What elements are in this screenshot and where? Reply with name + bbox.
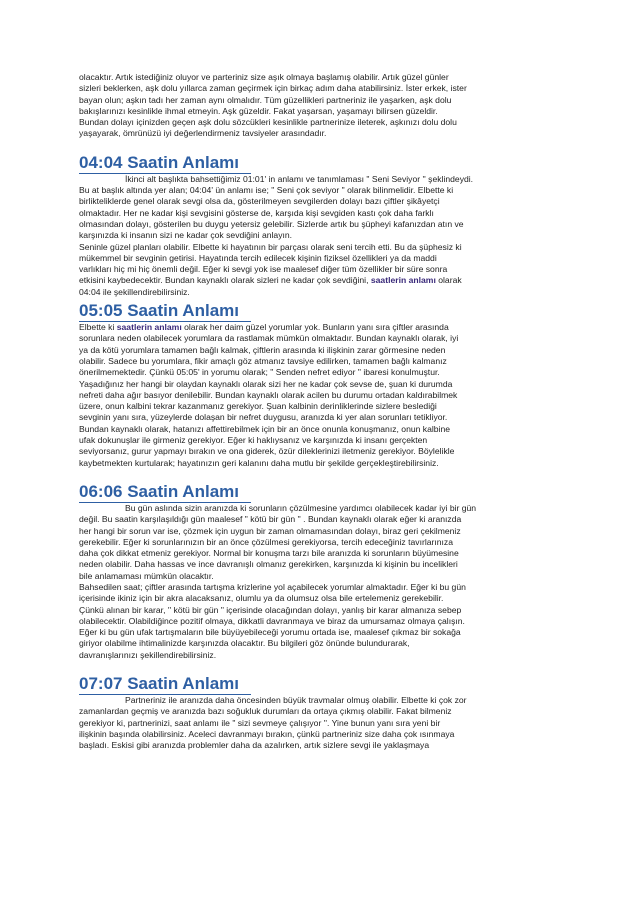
text-line: karşınızda ki insanın sizi ne kadar çok sevdiğini anlayın. bbox=[79, 230, 293, 241]
text-line: daha çok dikkat etmeniz gerekiyor. Normal bir konuşma tarzı bile aranızda ki sorunların büyümesine bbox=[79, 548, 459, 559]
text-line: olmasından dolayı, gösterilen bu duygu yetersiz gelebilir. Sizlerde artık bu şüpheyi kafanızdan atın ve bbox=[79, 218, 464, 229]
text-line: sorunlara neden olabilecek yorumlara da rastlamak mümkün olmaktadır. Bundan kaynaklı olarak, iyi bbox=[79, 333, 459, 344]
text-line: Bundan kaynaklı olarak, hatanızı affettirebilmek için bir an önce onunla konuşmanız, onun kalbine bbox=[79, 423, 451, 434]
text-line: giriyor olabilme ihtimalinizde karşınızda olacaktır. Bu bilgileri göz önünde bulundurarak, bbox=[79, 638, 410, 649]
text-line: sevginin yanı sıra, yüzeylerde dolaşan bir nefret duygusu, aranızda ki yer alan sorunları tetikliyor. bbox=[79, 412, 448, 423]
text-line: bakışlarınızı kesinlikle ihmal etmeyin. Aşk güzeldir. Fakat yaşarsan, yaşamayı bilirsen güzeldir. bbox=[79, 105, 438, 116]
text-fragment: olarak bbox=[438, 275, 462, 286]
text-line: Bu gün aslında sizin aranızda ki sorunların çözülmesine yardımcı olabilecek kadar iyi bir gün bbox=[125, 502, 477, 513]
intro-paragraph bbox=[79, 72, 562, 140]
text-line: mükemmel bir sevginin getirisi. Hayatında tercih edilecek kişinin fiziksel özellikleri ya da maddi bbox=[79, 252, 437, 263]
section-body bbox=[79, 503, 562, 661]
text-line: davranışlarınızı şekillendirebilirsiniz. bbox=[79, 649, 217, 660]
keyword-link[interactable]: saatlerin anlamı bbox=[116, 322, 182, 333]
text-line: olabilecektir. Olabildiğince pozitif olmaya, dikkatli davranmaya ve biraz da umursamaz olmaya çalışın. bbox=[79, 615, 465, 626]
text-line: ya da kötü yorumlara tamamen bağlı kalmak, çiftlerin arasında ki ilişkinin zarar görmesine neden bbox=[79, 344, 446, 355]
text-line: sizleri beklerken, aşk dolu yıllarca zaman geçirmek için birkaç adım daha atabilirsiniz. İster erkek, ister bbox=[79, 83, 467, 94]
text-line bbox=[79, 322, 562, 333]
text-line: Yaşadığınız her hangi bir olaydan kaynaklı olarak sizi her ne kadar çok sevse de, şuan ki durumda bbox=[79, 378, 453, 389]
text-line: nefreti daha ağır basıyor denilebilir. Bundan kaynaklı olarak acilen bu durumu ortadan kaldırabilmek bbox=[79, 389, 458, 400]
text-line: bile anlamaması mümkün olacaktır. bbox=[79, 570, 214, 581]
text-line: Seninle güzel planları olabilir. Elbette ki hayatının bir parçası olarak seni tercih etti. Bu da şüphesiz ki bbox=[79, 241, 462, 252]
section-heading: 04:04 Saatin Anlamı bbox=[79, 153, 251, 174]
text-line: Çünkü alınan bir karar, '' kötü bir gün " içerisinde olacağından dolayı, yanlış bir karar almanıza sebep bbox=[79, 604, 462, 615]
keyword-link[interactable]: saatlerin anlamı bbox=[370, 275, 436, 286]
text-fragment: olarak her daim güzel yorumlar yok. Bunların yanı sıra çiftler arasında bbox=[184, 322, 449, 333]
text-line: Bundan dolayı içinizden geçen aşk dolu sözcükleri kesinlikle partnerinize ileterek, aşkınızı dolu dolu bbox=[79, 117, 457, 128]
text-line bbox=[79, 275, 562, 286]
text-line: ufak dokunuşlar ile girmeniz gerekiyor. Eğer ki haklıysanız ve karşınızda ki insanı gerçekten bbox=[79, 435, 428, 446]
section-heading: 05:05 Saatin Anlamı bbox=[79, 301, 251, 322]
section-heading: 07:07 Saatin Anlamı bbox=[79, 674, 251, 695]
text-line: zamanlardan geçmiş ve aranızda bazı soğukluk durumları da ortaya çıkmış olabilir. Fakat bilmeniz bbox=[79, 706, 452, 717]
section-heading: 06:06 Saatin Anlamı bbox=[79, 482, 251, 503]
text-line: her hangi bir sorun var ise, çözmek için uygun bir zaman olmamasından dolayı, biraz geri çekilmeniz bbox=[79, 525, 461, 536]
text-line: seviyorsanız, gurur yapmayı bırakın ve ona giderek, özür dileklerinizi iletmeniz gerekiyor. Böylelikle bbox=[79, 446, 455, 457]
text-line: değil. Bu saatin karşılaşıldığı gün maalesef " kötü bir gün '' . Bundan kaynaklı olarak eğer ki aranızda bbox=[79, 514, 462, 525]
text-line: İkinci alt başlıkta bahsettiğimiz 01:01' in anlamı ve tanımlaması " Seni Seviyor '' şeklindeydi. bbox=[125, 173, 474, 184]
text-line: varlıkları hiç mi hiç önemli değil. Eğer ki sevgi yok ise maalesef diğer tüm özellikler bir süre sonra bbox=[79, 264, 448, 275]
text-line: Eğer ki bu gün ufak tartışmaların bile büyüyebileceği yorumu ortada ise, maalesef çıkmaz bir sokağa bbox=[79, 627, 461, 638]
text-line: içerisinde ikiniz için bir akra alacaksanız, olumlu ya da olumsuz olsa bile ertelemeniz gerekebilir. bbox=[79, 593, 444, 604]
text-line: Partneriniz ile aranızda daha öncesinden büyük travmalar olmuş olabilir. Elbette ki çok zor bbox=[125, 695, 467, 706]
text-line: neden olabilir. Daha hassas ve ince davranışlı olmanız gerekirken, karşınızda ki kişinin bu incelikleri bbox=[79, 559, 458, 570]
text-line: gerekebilir. Eğer ki sorunlarınızın bir an önce çözülmesi gerekiyorsa, tercih edeceğiniz tavırlarınıza bbox=[79, 536, 454, 547]
text-line: başladı. Eskisi gibi aranızda problemler daha da azalırken, artık sizlere sevgi ile yaklaşmaya bbox=[79, 740, 430, 751]
text-line: Bahsedilen saat; çiftler arasında tartışma krizlerine yol açabilecek yorumlar almaktadır. Eğer ki bu gün bbox=[79, 581, 466, 592]
text-line: üzere, onun kalbini tekrar kazanmanız gerekiyor. Şuan kalbinin derinliklerinde sizlere beslediği bbox=[79, 401, 437, 412]
document-page bbox=[79, 72, 562, 752]
text-fragment: Elbette ki bbox=[79, 322, 115, 333]
text-line: birlikteliklerde genel olarak sevgi olsa da, gösterilmeyen sevgilerden dolayı bazı çiftler şikâyetçi bbox=[79, 196, 440, 207]
text-line: olmaktadır. Her ne kadar kişi sevgisini gösterse de, karşıda kişi sevgiden kastı çok daha farklı bbox=[79, 207, 434, 218]
section-body bbox=[79, 695, 562, 751]
text-line: olabilir. Sadece bu yorumlara, fikir amaçlı göz atmanız tavsiye edilirken, tamamen bağlı kalmanız bbox=[79, 355, 447, 366]
text-line: ilişkinin başında olabilirsiniz. Aceleci davranmayı bırakın, çünkü partneriniz size daha çok ısınmaya bbox=[79, 728, 455, 739]
text-line: yaşayarak, ömrünüzü iyi değerlendirmeniz tavsiyeler arasındadır. bbox=[79, 128, 327, 139]
text-line: olacaktır. Artık istediğiniz oluyor ve parteriniz size aşık olmaya başlamış olabilir. Artık güzel günler bbox=[79, 72, 449, 82]
section-body bbox=[79, 174, 562, 298]
text-line: önerilmemektedir. Çünkü 05:05' in yorumu olarak; " Senden nefret ediyor " ibaresi konulmuştur. bbox=[79, 367, 440, 378]
text-line: gerekiyor ki, partnerinizi, saat anlamı ile " sizi sevmeye çalışıyor ''. Yine bunun yanı sıra yeni bir bbox=[79, 717, 441, 728]
section-body bbox=[79, 322, 562, 469]
text-fragment: etkisini kaybedecektir. Bundan kaynaklı olarak sizleri ne kadar çok sevdiğini, bbox=[79, 275, 369, 286]
text-line: Bu at başlık altında yer alan; 04:04' ün anlamı ise; " Seni çok seviyor " olarak bilinmelidir. Elbette ki bbox=[79, 185, 454, 196]
text-line: bayan olun; aşkın tadı her zaman aynı olmalıdır. Tüm güzellikleri partneriniz ile yaşarken, aşk dolu bbox=[79, 94, 452, 105]
text-line: 04:04 ile şekillendirebilirsiniz. bbox=[79, 286, 190, 297]
text-line: kaybetmekten kurtularak; hayatınızın geri kalanını daha mutlu bir şekilde gerçekleştirebilirsiniz. bbox=[79, 457, 439, 468]
